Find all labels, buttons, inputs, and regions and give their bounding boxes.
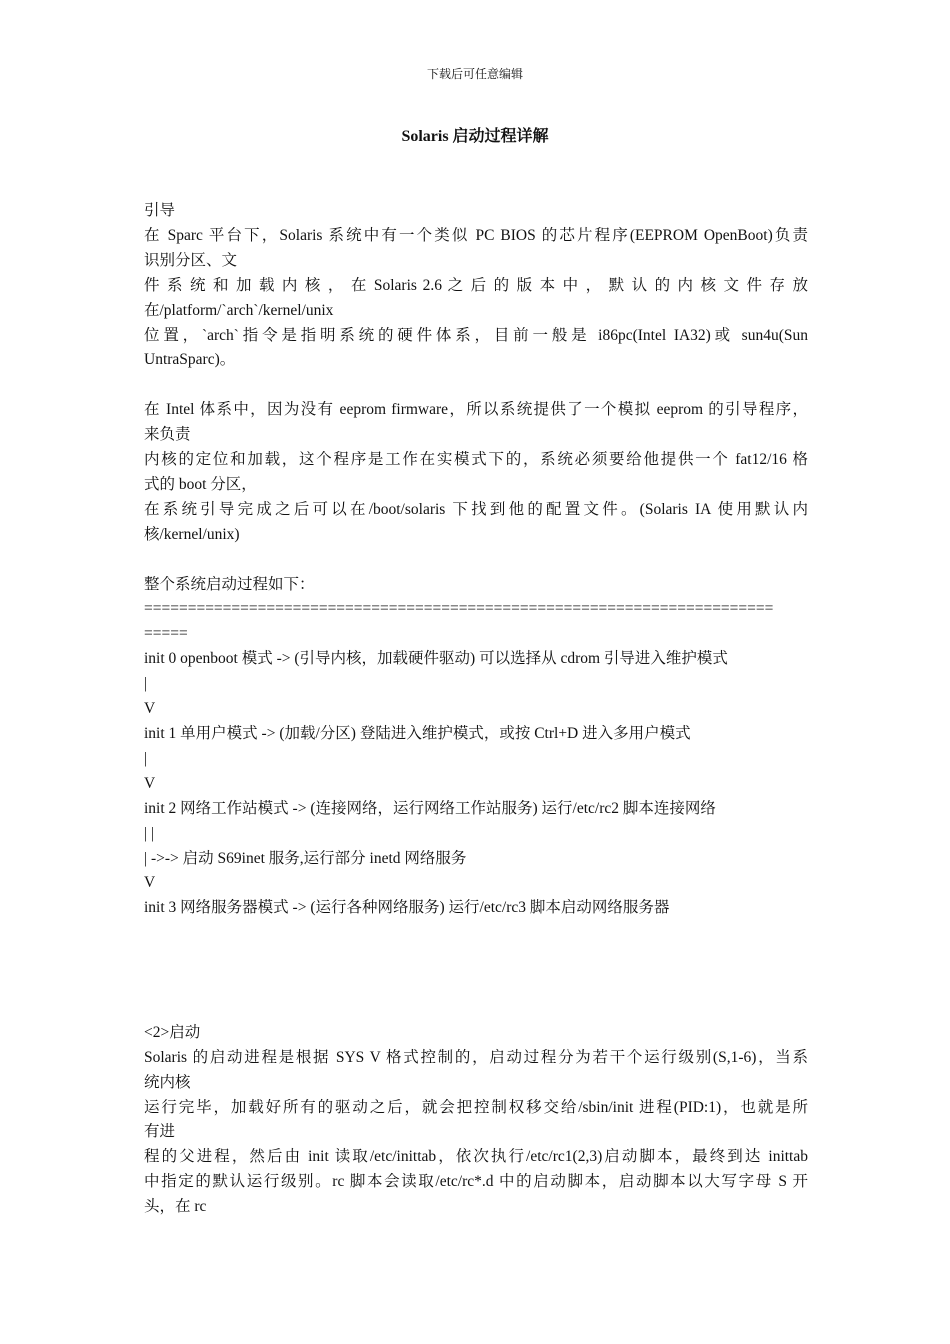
- blank-line: [144, 548, 808, 573]
- flow-line: V: [144, 874, 156, 892]
- paragraph-line: 有进: [144, 1123, 176, 1141]
- paragraph-line: 统内核: [144, 1073, 191, 1091]
- paragraph-line: 在 Intel 体系中，因为没有 eeprom firmware，所以系统提供了一个模拟 eeprom 的引导程序，: [144, 401, 808, 419]
- separator-line: =====: [144, 625, 188, 643]
- section-heading-startup: <2>启动: [144, 1023, 201, 1041]
- flow-heading: 整个系统启动过程如下：: [144, 575, 315, 593]
- flow-line: init 2 网络工作站模式 -> (连接网络，运行网络工作站服务) 运行/etc/rc2 脚本连接网络: [144, 799, 716, 817]
- flow-line: V: [144, 700, 156, 718]
- flow-line: | |: [144, 824, 155, 842]
- paragraph-line: 在/platform/`arch`/kernel/unix: [144, 301, 334, 319]
- document-title: Solaris 启动过程详解: [401, 128, 549, 145]
- blank-line: [144, 373, 808, 398]
- paragraph-line: 来负责: [144, 426, 191, 444]
- paragraph-line: 程的父进程，然后由 init 读取/etc/inittab，依次执行/etc/rc1(2,3)启动脚本，最终到达 inittab: [144, 1148, 808, 1166]
- flow-line: |: [144, 749, 148, 767]
- separator-line: ========================================================================: [144, 600, 774, 618]
- section-heading-boot: 引导: [144, 202, 176, 219]
- paragraph-line: UntraSparc)。: [144, 351, 236, 369]
- paragraph-line: 式的 boot 分区，: [144, 475, 257, 493]
- paragraph-line: 识别分区、文: [144, 251, 238, 269]
- paragraph-line: 运行完毕，加载好所有的驱动之后，就会把控制权移交给/sbin/init 进程(PID:1)，也就是所: [144, 1098, 808, 1116]
- paragraph-line: 在系统引导完成之后可以在/boot/solaris 下找到他的配置文件。(Solaris IA 使用默认内: [144, 500, 808, 518]
- paragraph-line: 位置，`arch`指令是指明系统的硬件体系，目前一般是 i86pc(Intel IA32)或 sun4u(Sun: [144, 326, 808, 344]
- flow-line: V: [144, 774, 156, 792]
- paragraph-line: 内核的定位和加载，这个程序是工作在实模式下的，系统必须要给他提供一个 fat12/16 格: [144, 451, 808, 469]
- document-body: [144, 199, 808, 1220]
- paragraph-line: Solaris 的启动进程是根据 SYS V 格式控制的，启动过程分为若干个运行级别(S,1-6)，当系: [144, 1048, 808, 1066]
- paragraph-line: 头，在 rc: [144, 1198, 207, 1216]
- flow-line: |: [144, 675, 148, 693]
- flow-line: | ->-> 启动 S69inet 服务,运行部分 inetd 网络服务: [144, 849, 467, 867]
- paragraph-line: 在 Sparc 平台下，Solaris 系统中有一个类似 PC BIOS 的芯片程序(EEPROM OpenBoot)负责: [144, 226, 808, 244]
- flow-line: init 0 openboot 模式 -> (引导内核，加载硬件驱动) 可以选择从 cdrom 引导进入维护模式: [144, 650, 728, 668]
- blank-space: [144, 921, 808, 1021]
- flow-line: init 3 网络服务器模式 -> (运行各种网络服务) 运行/etc/rc3 脚本启动网络服务器: [144, 899, 670, 917]
- flow-line: init 1 单用户模式 -> (加载/分区) 登陆进入维护模式，或按 Ctrl+D 进入多用户模式: [144, 725, 691, 742]
- page-header-note: 下载后可任意编辑: [426, 67, 523, 81]
- paragraph-line: 件 系 统 和 加 载 内 核 ， 在 Solaris 2.6 之 后 的 版 本 中 ， 默 认 的 内 核 文 件 存 放: [144, 276, 808, 294]
- paragraph-line: 中指定的默认运行级别。rc 脚本会读取/etc/rc*.d 中的启动脚本，启动脚本以大写字母 S 开: [144, 1173, 808, 1191]
- paragraph-line: 核/kernel/unix): [144, 525, 240, 543]
